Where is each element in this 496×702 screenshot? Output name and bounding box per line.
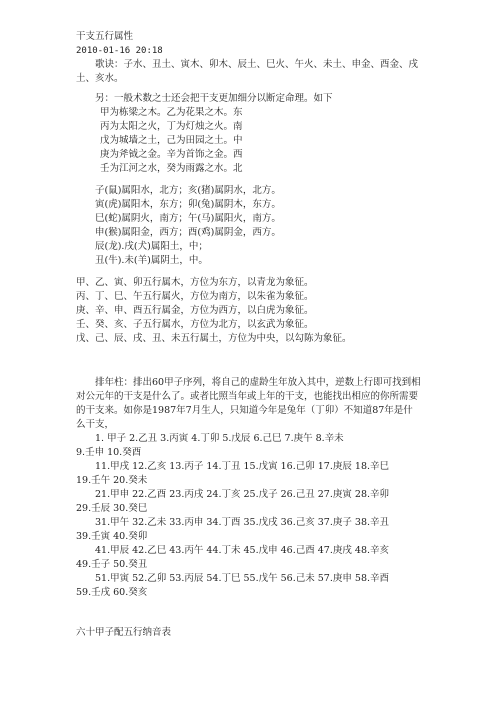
element-line: 戊、己、辰、戌、丑、未五行属土，方位为中央，以勾陈为象征。: [76, 333, 352, 344]
cycle-row-main: 31.甲午 32.乙未 33.丙申 34.丁酉 35.戊戌 36.己亥 37.庚子 38.辛丑: [95, 517, 390, 528]
branch-line: 寅(虎)属阳木，东方；卯(兔)属阴木，东方。: [95, 199, 281, 210]
stem-line: 壬为江河之水，癸为雨露之水。北: [100, 163, 243, 174]
element-line: 庚、辛、申、酉五行属金，方位为西方，以白虎为象征。: [76, 305, 314, 316]
doc-title: 干支五行属性: [76, 31, 134, 42]
cycle-row-main: 1. 甲子 2.乙丑 3.丙寅 4.丁卯 5.戊辰 6.己巳 7.庚午 8.辛未: [95, 433, 344, 444]
method-paragraph: 排年柱：排出60甲子序列，将自己的虚龄生年放入其中，逆数上行即可找到相对公元年的干支是什么了。或者比照当年或上年的干支，也能找出相应的你所需要的干支来。如你是1987年7月生人，只知道今年是兔年（丁卯）不知道87年是什么干支，: [76, 377, 421, 430]
cycle-row-tail: 59.壬戌 60.癸亥: [76, 587, 148, 598]
intro-line: 另：一般术数之士还会把干支更加细分以断定命理。如下: [95, 93, 333, 104]
cycle-row-tail: 19.壬午 20.癸未: [76, 475, 148, 486]
branch-line: 子(鼠)属阳水，北方；亥(猪)属阴水，北方。: [95, 185, 281, 196]
cycle-row-main: 41.甲辰 42.乙巳 43.丙午 44.丁未 45.戊申 46.己酉 47.庚戌 48.辛亥: [95, 545, 390, 556]
cycle-row-tail: 9.壬申 10.癸酉: [76, 447, 142, 458]
element-line: 丙、丁、巳、午五行属火，方位为南方，以朱雀为象征。: [76, 291, 314, 302]
branch-line: 丑(牛).未(羊)属阴土，中。: [95, 255, 208, 266]
spacer: [76, 268, 422, 276]
cycle-row: [76, 432, 422, 460]
cycle-row: [76, 516, 422, 544]
spacer: [76, 600, 422, 626]
branch-line: 申(猴)属阳金，西方；酉(鸡)属阴金，西方。: [95, 227, 281, 238]
spacer: [76, 346, 422, 376]
cycle-row-tail: 39.壬寅 40.癸卯: [76, 531, 148, 542]
element-line: 甲、乙、寅、卯五行属木，方位为东方，以青龙为象征。: [76, 277, 314, 288]
element-line: 壬、癸、亥、子五行属水，方位为北方，以玄武为象征。: [76, 319, 314, 330]
cycle-row: [76, 460, 422, 488]
stem-line: 戊为城墙之土，己为田园之土。中: [100, 135, 243, 146]
cycle-row-tail: 49.壬子 50.癸丑: [76, 559, 148, 570]
branch-line: 辰(龙).戌(犬)属阳土，中；: [95, 241, 208, 252]
branch-line: 巳(蛇)属阴火，南方；午(马)属阳火，南方。: [95, 213, 281, 224]
cycle-row-main: 51.甲寅 52.乙卯 53.丙辰 54.丁巳 55.戊午 56.己未 57.庚申 58.辛酉: [95, 573, 390, 584]
spacer: [76, 176, 422, 184]
doc-date: 2010-01-16 20:18: [76, 46, 163, 56]
cycle-row-tail: 29.壬辰 30.癸巳: [76, 503, 148, 514]
stem-line: 丙为太阳之火，丁为灯烛之火。南: [100, 121, 243, 132]
stem-line: 甲为栋梁之木。乙为花果之木。东: [100, 107, 243, 118]
cycle-row: [76, 488, 422, 516]
cycle-row-main: 11.甲戌 12.乙亥 13.丙子 14.丁丑 15.戊寅 16.己卯 17.庚辰 18.辛巳: [95, 461, 390, 472]
stem-line: 庚为斧钺之金。辛为首饰之金。西: [100, 149, 243, 160]
cycle-row: [76, 544, 422, 572]
cycle-row: [76, 572, 422, 600]
document-body: [76, 30, 422, 640]
song-paragraph: 歌诀：子水、丑土、寅木、卯木、辰土、巳火、午火、未土、申金、酉金、戌土、亥水。: [76, 59, 419, 84]
cycle-row-main: 21.甲申 22.乙酉 23.丙戌 24.丁亥 25.戊子 26.己丑 27.庚寅 28.辛卯: [95, 489, 390, 500]
section-heading: 六十甲子配五行纳音表: [76, 627, 172, 638]
